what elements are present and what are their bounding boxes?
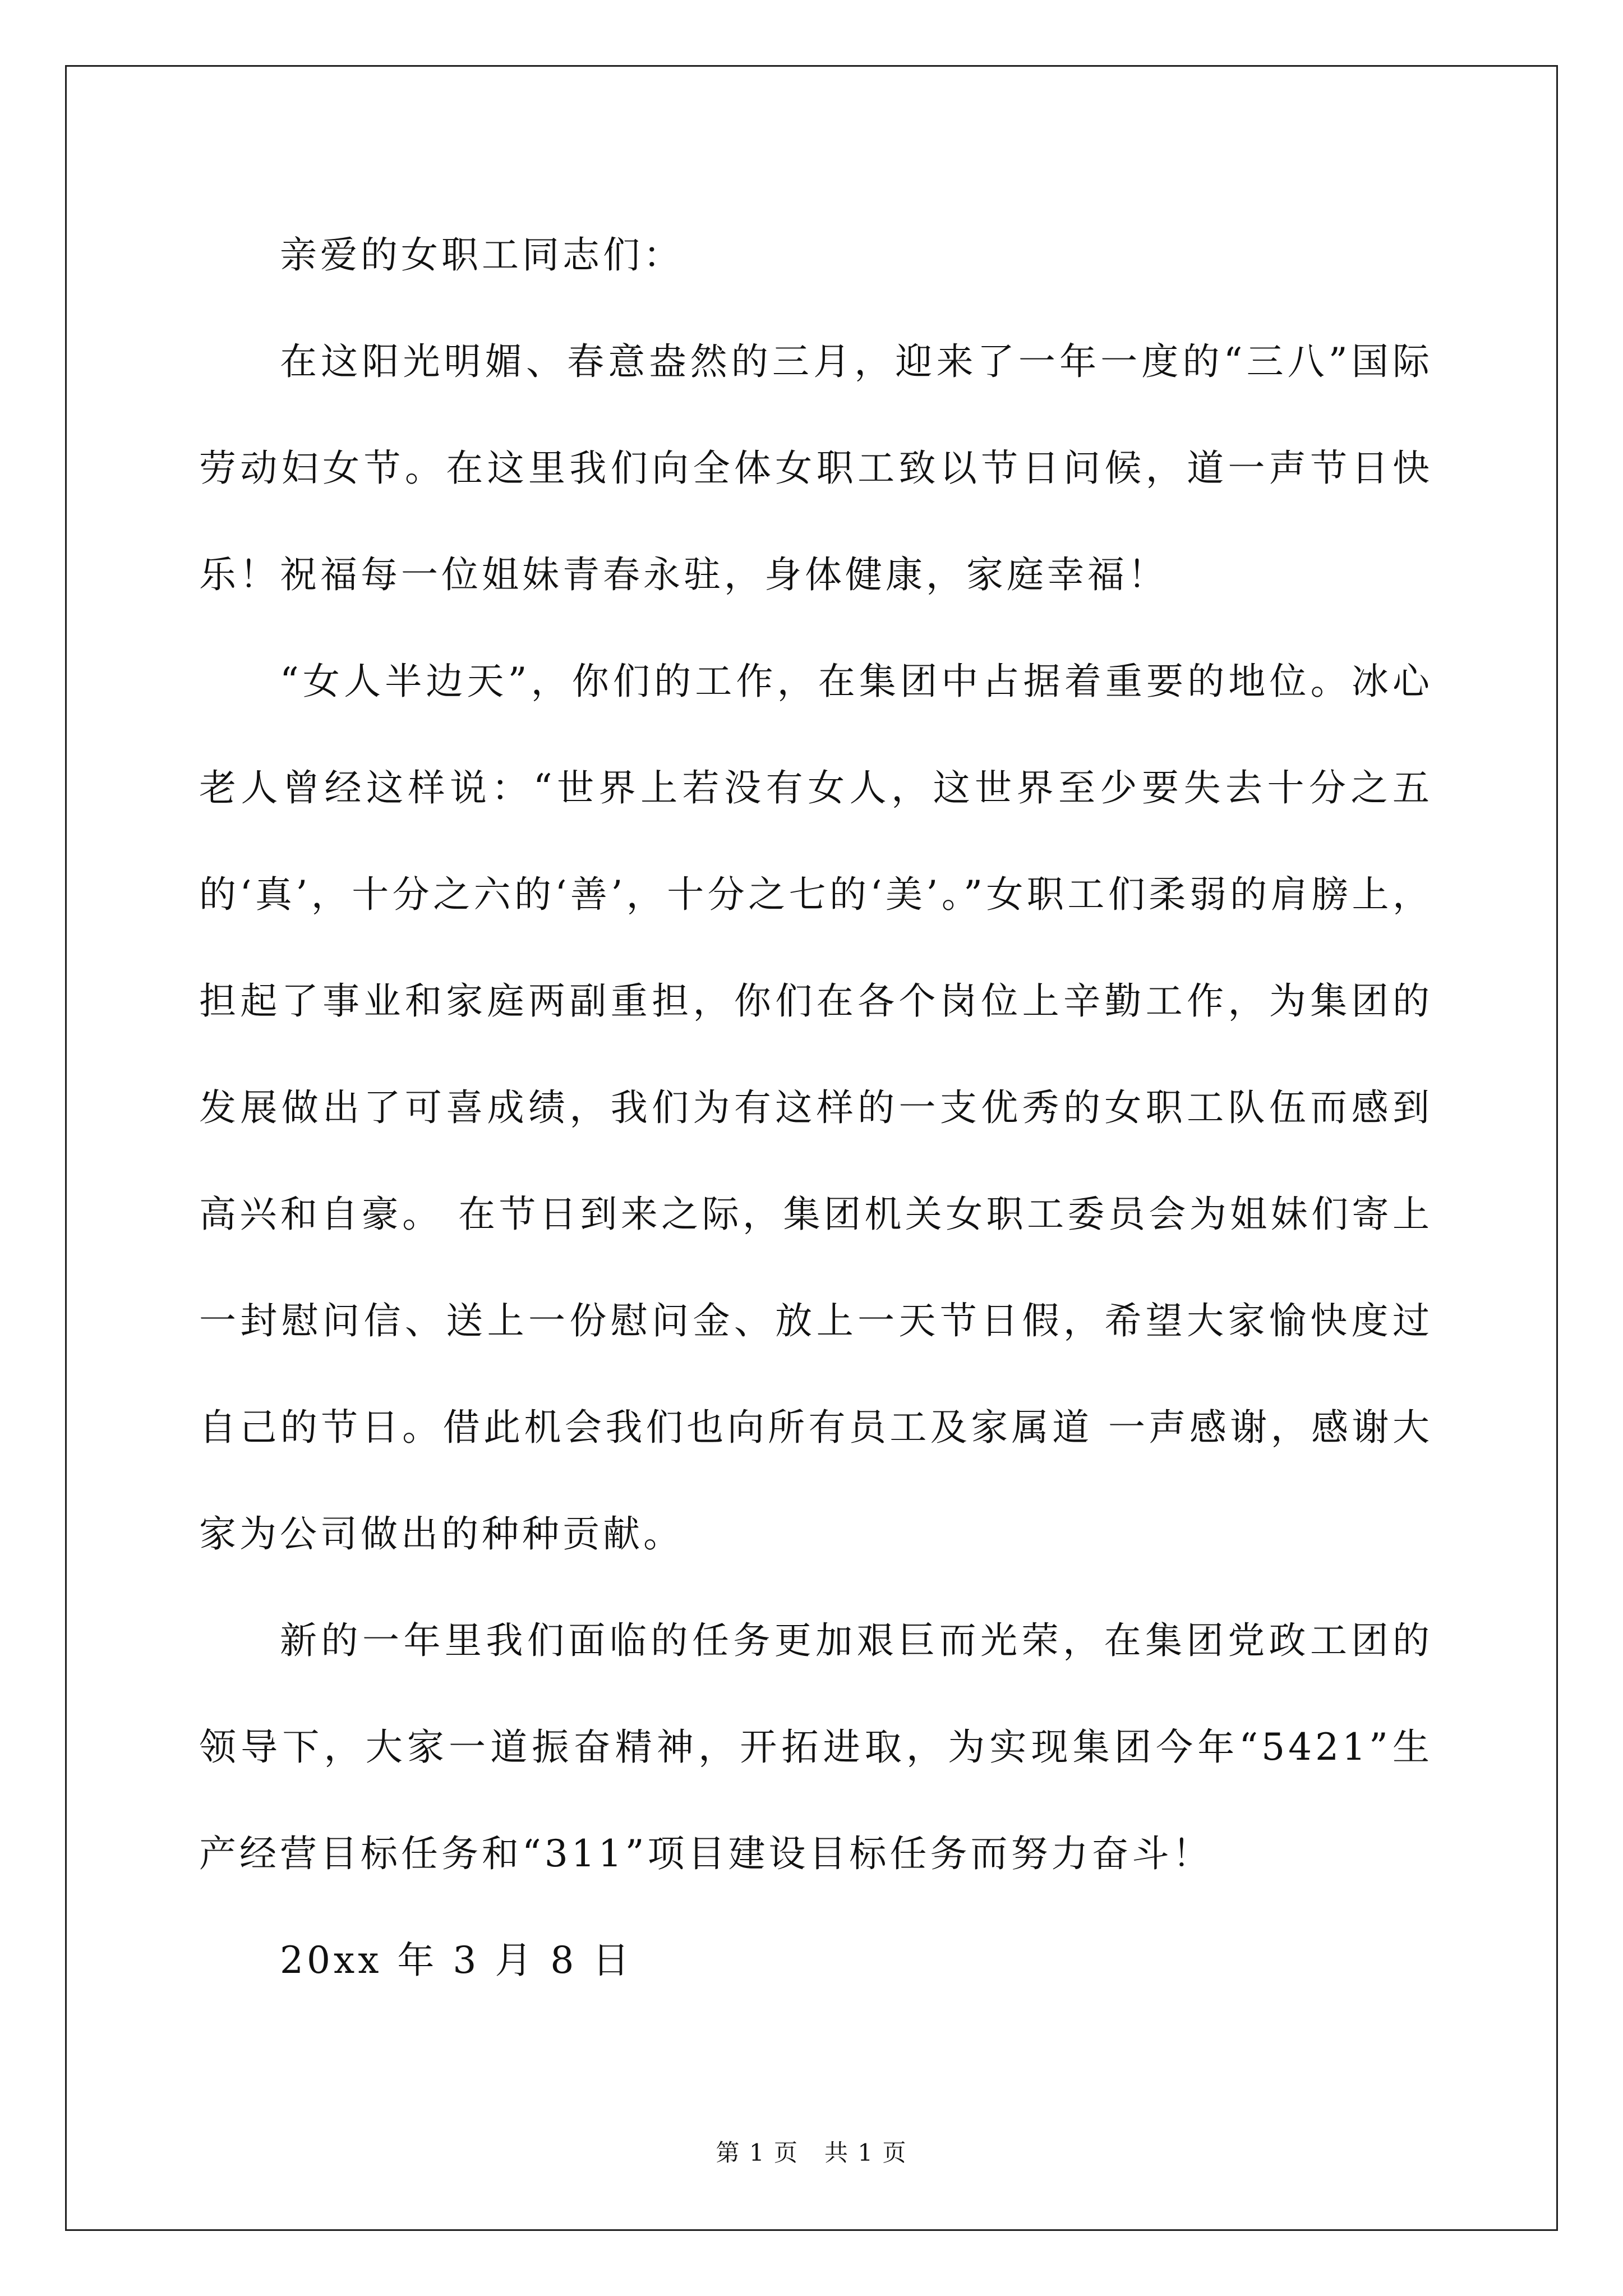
page-number-current: 第 1 页	[716, 2139, 799, 2166]
letter-body	[199, 202, 1433, 2014]
page-number-total: 共 1 页	[824, 2139, 907, 2166]
paragraph-appreciation: “女人半边天”，你们的工作，在集团中占据着重要的地位。冰心老人曾经这样说：“世界上若没有女人，这世界至少要失去十分之五的‘真’，十分之六的‘善’，十分之七的‘美’。”女职工们柔弱的肩膀上，担起了事业和家庭两副重担，你们在各个岗位上辛勤工作，为集团的发展做出了可喜成绩，我们为有这样的一支优秀的女职工队伍而感到高兴和自豪。 在节日到来之际，集团机关女职工委员会为姐妹们寄上一封慰问信、送上一份慰问金、放上一天节日假，希望大家愉快度过自己的节日。借此机会我们也向所有员工及家属道 一声感谢，感谢大家为公司做出的种种贡献。	[199, 660, 1433, 1556]
paragraph-greeting: 在这阳光明媚、春意盎然的三月，迎来了一年一度的“三八”国际劳动妇女节。在这里我们向全体女职工致以节日问候，道一声节日快乐！祝福每一位姐妹青春永驻，身体健康，家庭幸福！	[199, 340, 1433, 596]
paragraph-outlook: 新的一年里我们面临的任务更加艰巨而光荣，在集团党政工团的领导下，大家一道振奋精神，开拓进取，为实现集团今年“5421”生产经营目标任务和“311”项目建设目标任务而努力奋斗！	[199, 1619, 1433, 1875]
salutation: 亲爱的女职工同志们：	[280, 233, 684, 277]
page-footer	[0, 2136, 1623, 2170]
letter-date: 20xx 年 3 月 8 日	[280, 1939, 633, 1982]
